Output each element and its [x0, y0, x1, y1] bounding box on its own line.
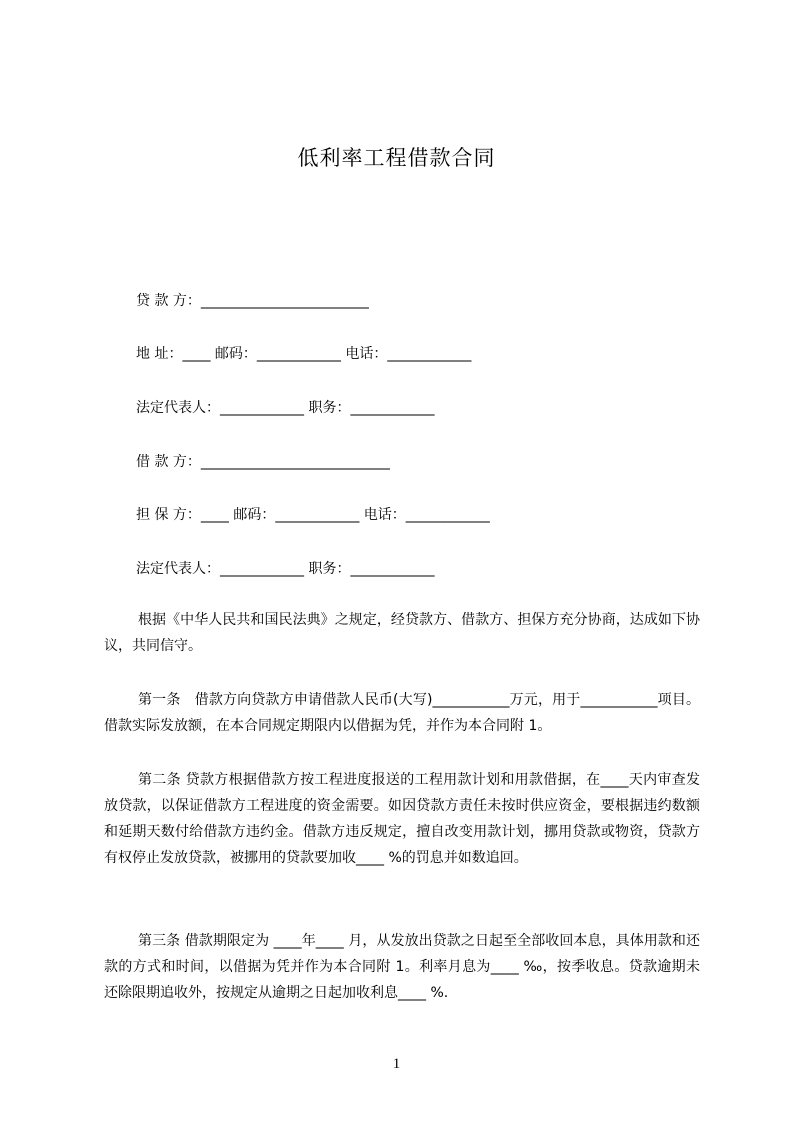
article-2-paragraph — [104, 767, 700, 871]
lender-representative-line: 法定代表人：____________ 职务：____________ — [136, 400, 435, 416]
article-1-text: 第一条 借款方向贷款方申请借款人民币(大写)___________万元，用于___________项目。借款实际发放额，在本合同规定期限内以借据为凭，并作为本合同附 1。 — [104, 692, 700, 734]
lender-line: 贷 款 方：________________________ — [136, 293, 369, 309]
article-1-paragraph — [104, 687, 700, 739]
guarantor-line: 担 保 方：____ 邮码：____________ 电话：____________ — [136, 507, 490, 523]
guarantor-representative-line: 法定代表人：____________ 职务：____________ — [136, 561, 435, 577]
article-3-text: 第三条 借款期限定为 ____年____ 月，从发放出贷款之日起至全部收回本息，具体用款和还款的方式和时间，以借据为凭并作为本合同附 1。利率月息为____ ‰，按季收息。贷款逾期未还除限期追收外，按规定从逾期之日起加收利息____ %. — [104, 933, 700, 1001]
address-line: 地 址：____ 邮码：____________ 电话：____________ — [136, 346, 472, 362]
article-2-text: 第二条 贷款方根据借款方按工程进度报送的工程用款计划和用款借据，在____天内审查发放贷款，以保证借款方工程进度的资金需要。如因贷款方责任未按时供应资金，要根据违约数额和延期天数付给借款方违约金。借款方违反规定，擅自改变用款计划，挪用贷款或物资，贷款方有权停止发放贷款，被挪用的贷款要加收____ %的罚息并如数追回。 — [104, 772, 700, 866]
borrower-line: 借 款 方：___________________________ — [136, 454, 390, 470]
page-number: 1 — [392, 1056, 401, 1072]
article-3-paragraph — [104, 928, 700, 1006]
preamble-text: 根据《中华人民共和国民法典》之规定，经贷款方、借款方、担保方充分协商，达成如下协议，共同信守。 — [104, 612, 700, 654]
document-title: 低利率工程借款合同 — [297, 146, 496, 170]
preamble-paragraph — [104, 607, 700, 659]
